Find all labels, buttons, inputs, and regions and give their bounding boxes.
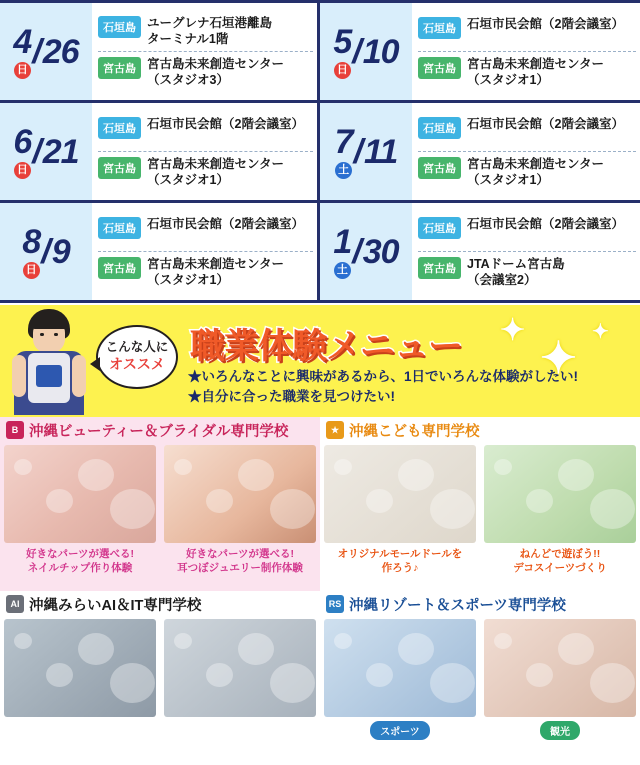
island-tag: 石垣島 <box>98 217 141 239</box>
date-inner <box>13 22 79 79</box>
activity-item <box>320 441 480 591</box>
date-month-col <box>333 22 352 79</box>
venue-name: 宮古島未来創造センター （スタジオ1） <box>467 156 605 187</box>
venue-name: 宮古島未来創造センター （スタジオ1） <box>147 256 285 287</box>
day-of-week-badge: 日 <box>334 62 351 79</box>
venue-entry <box>418 52 636 92</box>
venue-entry <box>98 112 313 152</box>
schedule-cell <box>0 103 320 200</box>
photo-shape <box>334 633 352 649</box>
photo-shape <box>174 459 192 475</box>
venue-list <box>92 3 317 100</box>
date-box <box>0 203 92 300</box>
school-header <box>320 591 640 615</box>
fringe-shape <box>30 315 68 329</box>
sparkle-icon: ✦ <box>500 314 526 347</box>
photo-shape <box>14 459 32 475</box>
date-inner <box>13 122 79 179</box>
venue-list <box>412 3 640 100</box>
school-header <box>320 417 640 441</box>
activity-photo <box>164 619 316 717</box>
venue-name: 石垣市民会館（2階会議室） <box>467 16 624 31</box>
photo-shape <box>526 663 553 687</box>
activity-photo <box>164 445 316 543</box>
activity-item <box>0 615 160 765</box>
date-month: 8 <box>22 222 41 261</box>
photo-shape <box>206 663 233 687</box>
day-of-week-badge: 日 <box>14 162 31 179</box>
school-body <box>320 441 640 591</box>
schedule-cell <box>320 3 640 100</box>
photo-shape <box>206 489 233 513</box>
photo-shape <box>238 633 274 665</box>
venue-entry <box>418 212 636 252</box>
date-month-col <box>22 222 41 279</box>
venue-name: 石垣市民会館（2階会議室） <box>467 216 624 231</box>
eye-right <box>54 333 58 336</box>
activity-photo <box>324 445 476 543</box>
school-name: 沖縄リゾート＆スポーツ専門学校 <box>349 597 566 614</box>
day-of-week-badge: 日 <box>23 262 40 279</box>
photo-shape <box>270 489 315 529</box>
school-body <box>0 441 320 591</box>
school-logo-icon: AI <box>6 595 24 613</box>
island-tag: 石垣島 <box>98 117 141 139</box>
schedule-cell <box>0 3 320 100</box>
date-month: 7 <box>334 122 353 161</box>
photo-shape <box>430 663 475 703</box>
activity-photo <box>484 445 636 543</box>
date-day: 11 <box>364 132 398 171</box>
bubble-line-1: こんな人に <box>105 340 169 355</box>
date-slash: / <box>32 132 42 171</box>
sparkle-icon: ✦ <box>592 321 609 343</box>
venue-entry <box>98 11 313 52</box>
school-section <box>0 417 320 591</box>
venue-entry <box>98 52 313 92</box>
arm-right <box>72 355 86 397</box>
photo-shape <box>430 489 475 529</box>
date-box <box>0 3 92 100</box>
school-logo-icon: B <box>6 421 24 439</box>
schedule-table <box>0 0 640 305</box>
island-tag: 石垣島 <box>418 117 461 139</box>
photo-shape <box>46 663 73 687</box>
venue-entry <box>418 112 636 152</box>
school-section <box>0 591 320 765</box>
photo-shape <box>558 633 594 665</box>
venue-list <box>92 103 317 200</box>
date-inner <box>334 122 398 179</box>
venue-entry <box>98 212 313 252</box>
date-month: 5 <box>333 22 352 61</box>
category-pill-wrap <box>324 717 476 740</box>
venue-list <box>412 103 640 200</box>
activity-item <box>480 441 640 591</box>
date-month-col <box>13 122 32 179</box>
date-inner <box>22 222 70 279</box>
photo-shape <box>494 633 512 649</box>
venue-list <box>92 203 317 300</box>
school-name: 沖縄こども専門学校 <box>349 423 480 440</box>
photo-shape <box>110 489 155 529</box>
category-pill: スポーツ <box>370 721 430 740</box>
date-month: 6 <box>13 122 32 161</box>
venue-name: JTAドーム宮古島 （会議室2） <box>467 256 565 287</box>
schedule-cell <box>320 203 640 300</box>
photo-shape <box>526 489 553 513</box>
school-logo-icon: RS <box>326 595 344 613</box>
school-section <box>320 591 640 765</box>
day-of-week-badge: 日 <box>14 62 31 79</box>
photo-shape <box>270 663 315 703</box>
sparkle-icon: ✦ <box>540 334 577 383</box>
date-box <box>0 103 92 200</box>
school-sections <box>0 417 640 738</box>
photo-shape <box>590 489 635 529</box>
activity-photo <box>4 445 156 543</box>
school-header <box>0 591 320 615</box>
date-day: 10 <box>362 32 399 71</box>
activity-caption: ねんどで遊ぼう!! デコスイーツづくり <box>513 548 607 574</box>
date-month: 4 <box>13 22 32 61</box>
school-section <box>320 417 640 591</box>
venue-entry <box>418 152 636 192</box>
venue-name: 石垣市民会館（2階会議室） <box>467 116 624 131</box>
activity-caption: 好きなパーツが選べる! 耳つぼジュエリー制作体験 <box>177 548 303 574</box>
venue-name: 石垣市民会館（2階会議室） <box>147 216 304 231</box>
activity-item <box>320 615 480 765</box>
date-month-col <box>13 22 32 79</box>
photo-shape <box>78 459 114 491</box>
activity-item <box>160 441 320 591</box>
venue-entry <box>98 252 313 292</box>
venue-name: ユーグレナ石垣港離島 ターミナル1階 <box>147 16 273 46</box>
activity-item <box>0 441 160 591</box>
date-day: 26 <box>42 32 79 71</box>
photo-shape <box>78 633 114 665</box>
activity-photo <box>4 619 156 717</box>
schedule-row <box>0 3 640 103</box>
date-slash: / <box>353 132 364 171</box>
island-tag: 宮古島 <box>98 57 141 79</box>
schedule-cell <box>0 203 320 300</box>
photo-shape <box>46 489 73 513</box>
photo-shape <box>14 633 32 649</box>
school-name: 沖縄ビューティー＆ブライダル専門学校 <box>29 423 289 440</box>
island-tag: 石垣島 <box>418 17 461 39</box>
photo-shape <box>334 459 352 475</box>
school-name: 沖縄みらいAI＆IT専門学校 <box>29 597 202 614</box>
menu-banner <box>0 305 640 417</box>
bubble-line-2: オススメ <box>109 356 165 373</box>
island-tag: 石垣島 <box>98 16 141 38</box>
date-slash: / <box>41 232 51 271</box>
date-month-col <box>333 222 352 279</box>
speech-bubble <box>96 325 178 389</box>
activity-caption: 好きなパーツが選べる! ネイルチップ作り体験 <box>25 548 135 574</box>
school-body <box>0 615 320 765</box>
photo-shape <box>366 663 393 687</box>
venue-entry <box>418 12 636 52</box>
island-tag: 石垣島 <box>418 217 461 239</box>
photo-shape <box>366 489 393 513</box>
photo-shape <box>494 459 512 475</box>
bullet-item: ★自分に合った職業を見つけたい! <box>188 389 395 405</box>
photo-shape <box>590 663 635 703</box>
student-photo <box>6 307 92 415</box>
school-body <box>320 615 640 765</box>
menu-bullets <box>188 367 578 408</box>
schedule-cell <box>320 103 640 200</box>
venue-name: 宮古島未来創造センター （スタジオ3） <box>147 57 285 87</box>
island-tag: 宮古島 <box>418 157 461 179</box>
island-tag: 宮古島 <box>98 257 141 279</box>
shirt-graphic <box>36 365 62 387</box>
activity-photo <box>324 619 476 717</box>
date-day: 30 <box>362 232 399 271</box>
venue-name: 宮古島未来創造センター （スタジオ1） <box>467 56 605 87</box>
school-header <box>0 417 320 441</box>
day-of-week-badge: 土 <box>334 262 351 279</box>
date-inner <box>333 22 399 79</box>
eye-left <box>40 333 44 336</box>
venue-entry <box>98 152 313 192</box>
date-day: 9 <box>51 232 70 271</box>
date-slash: / <box>352 32 362 71</box>
photo-shape <box>398 633 434 665</box>
schedule-row <box>0 203 640 303</box>
venue-name: 石垣市民会館（2階会議室） <box>147 116 304 131</box>
menu-title: 職業体験メニュー <box>190 327 463 366</box>
island-tag: 宮古島 <box>418 257 461 279</box>
date-day: 21 <box>42 132 79 171</box>
date-box <box>320 3 412 100</box>
venue-list <box>412 203 640 300</box>
photo-shape <box>398 459 434 491</box>
photo-shape <box>110 663 155 703</box>
activity-item <box>480 615 640 765</box>
photo-shape <box>238 459 274 491</box>
date-month: 1 <box>333 222 352 261</box>
arm-left <box>12 355 26 397</box>
photo-shape <box>558 459 594 491</box>
activity-item <box>160 615 320 765</box>
day-of-week-badge: 土 <box>335 162 352 179</box>
activity-caption: オリジナルモールドールを 作ろう♪ <box>337 548 463 574</box>
date-box <box>320 103 412 200</box>
category-pill: 観光 <box>540 721 580 740</box>
school-logo-icon: ★ <box>326 421 344 439</box>
category-pill-wrap <box>484 717 636 740</box>
date-slash: / <box>352 232 362 271</box>
island-tag: 宮古島 <box>418 57 461 79</box>
schedule-row <box>0 103 640 203</box>
date-month-col <box>334 122 353 179</box>
bullet-item: ★いろんなことに興味があるから、1日でいろんな体験がしたい! <box>188 369 579 384</box>
venue-name: 宮古島未来創造センター （スタジオ1） <box>147 156 285 187</box>
date-inner <box>333 222 399 279</box>
activity-photo <box>484 619 636 717</box>
island-tag: 宮古島 <box>98 157 141 179</box>
venue-entry <box>418 252 636 292</box>
date-slash: / <box>32 32 42 71</box>
photo-shape <box>174 633 192 649</box>
date-box <box>320 203 412 300</box>
